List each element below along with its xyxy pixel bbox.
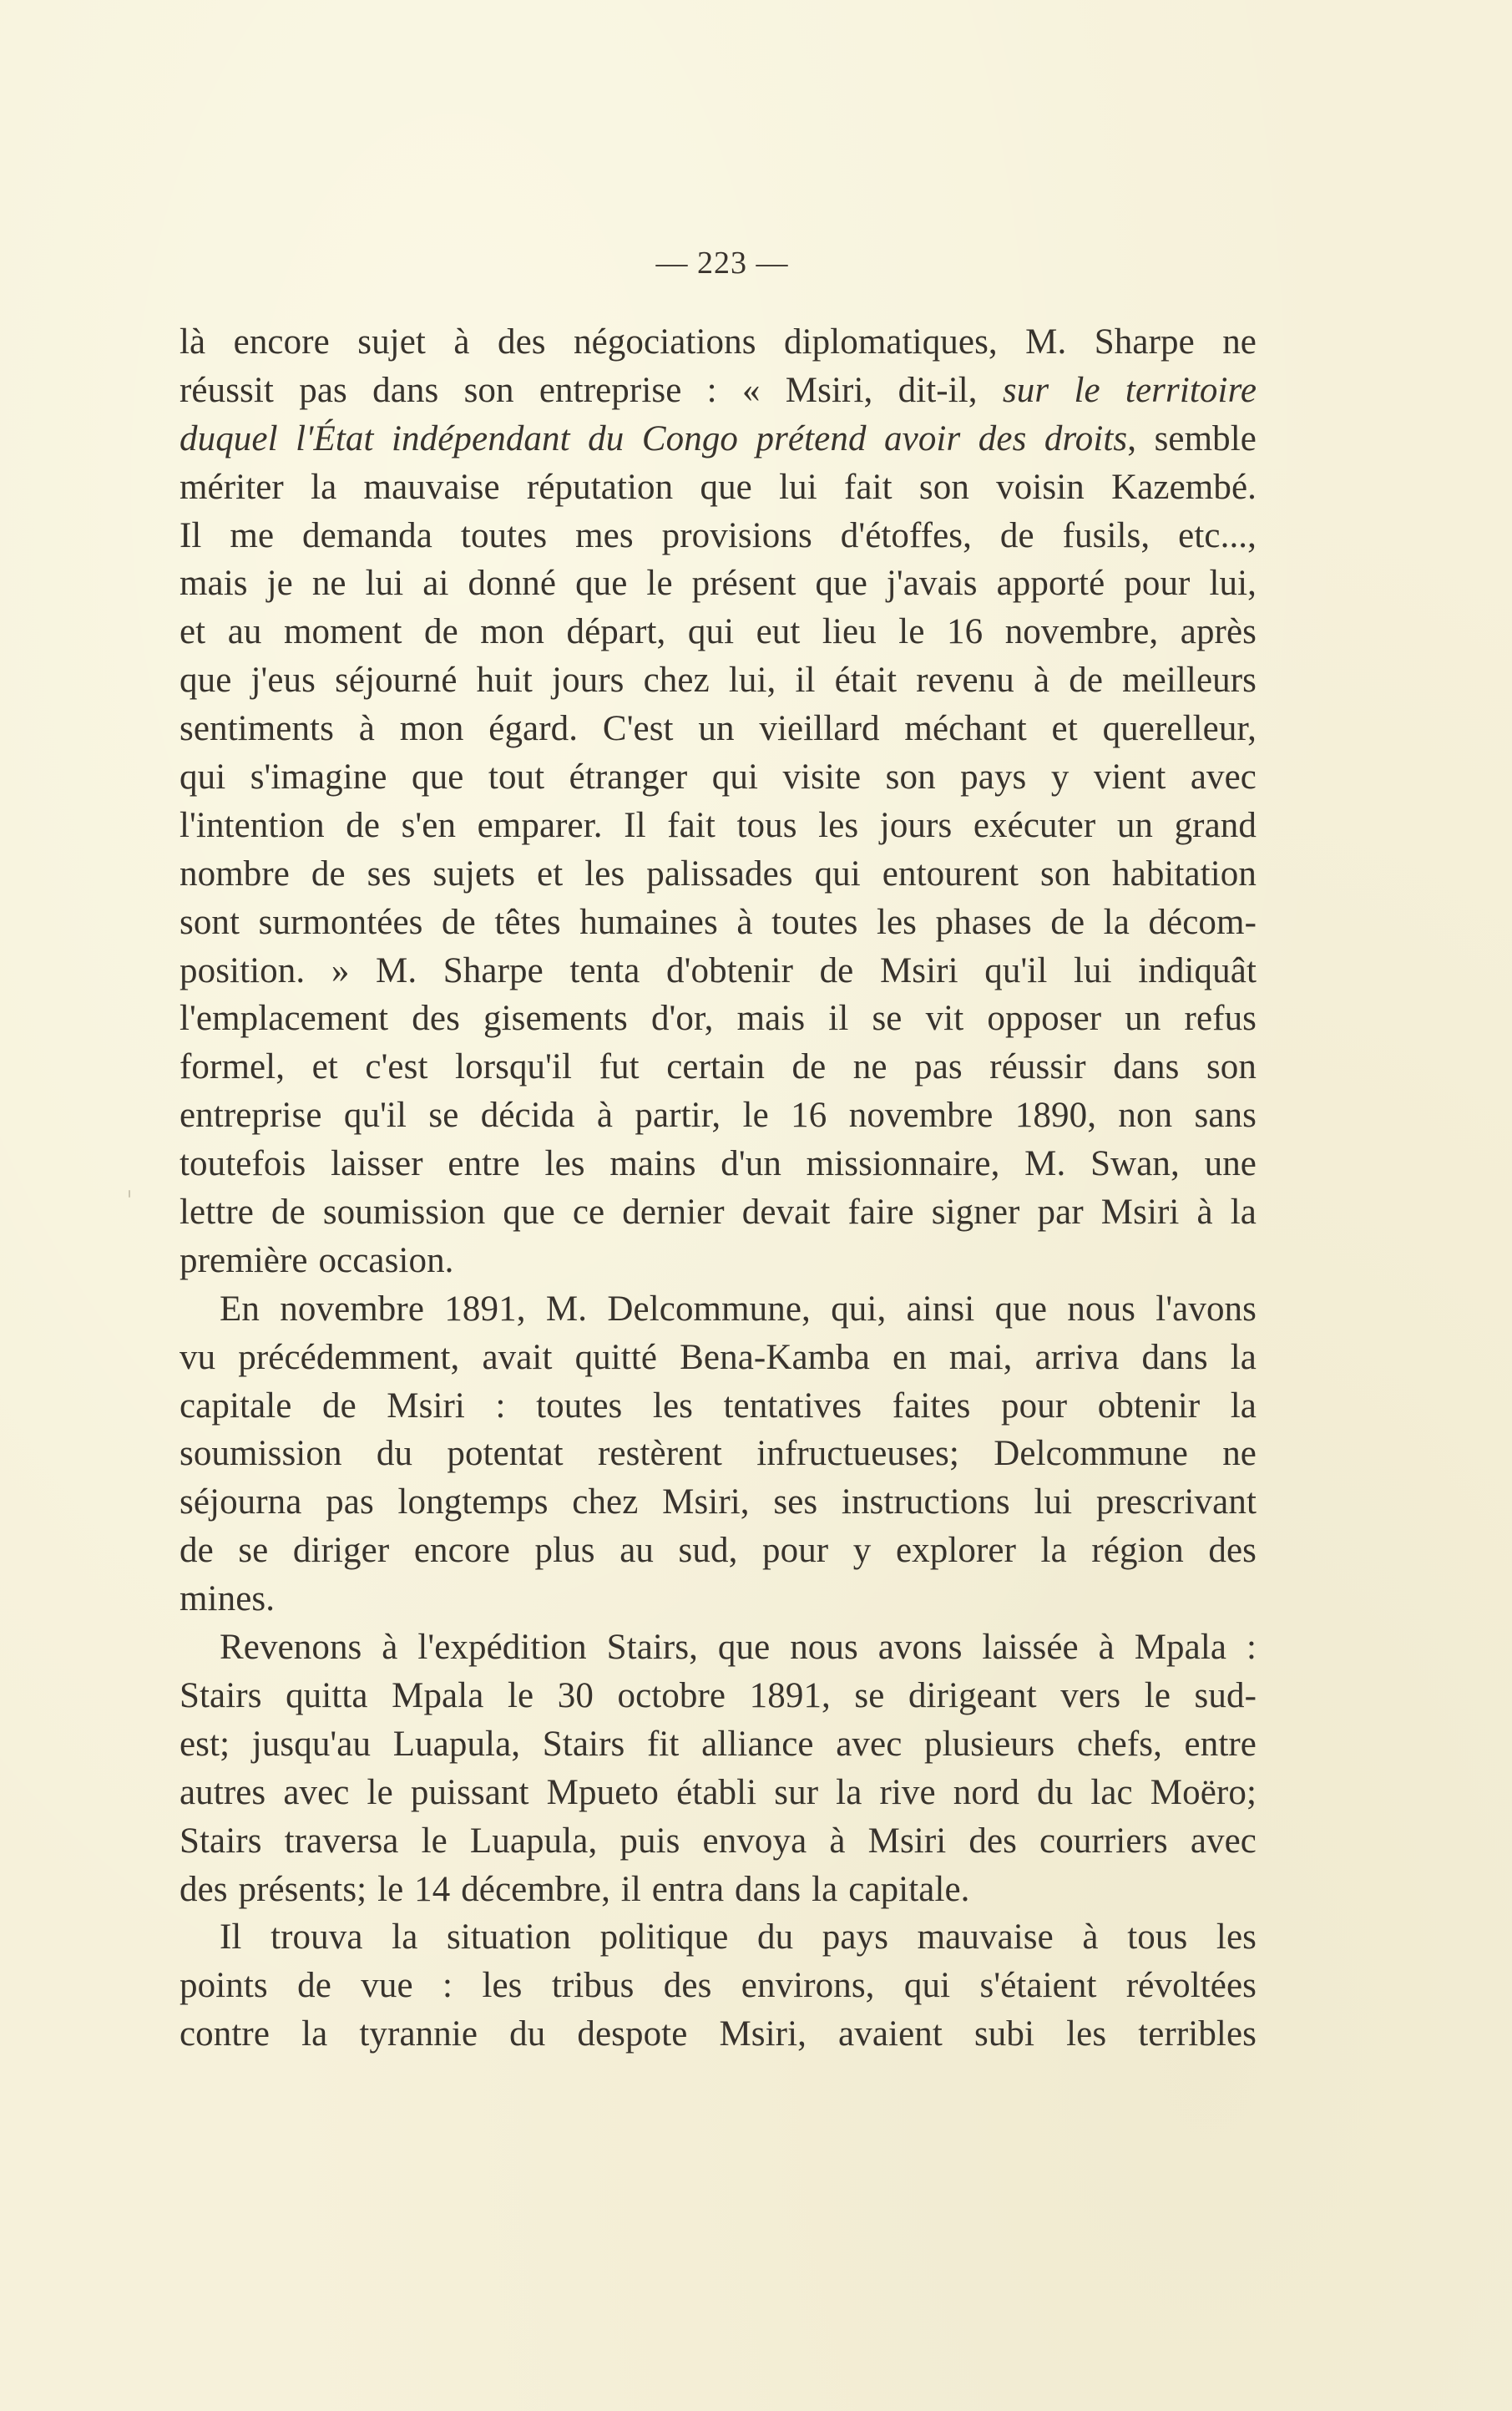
text-line [180,415,1257,463]
paragraph-first-line: En novembre 1891, M. Delcommune, qui, ainsi que nous l'avons [220,1289,1257,1329]
text-line: position. » M. Sharpe tenta d'obtenir de Msiri qu'il lui indiquât [180,950,1257,990]
text-line: soumission du potentat restèrent infructueuses; Delcommune ne [180,1434,1257,1474]
paragraph-first-line: Revenons à l'expédition Stairs, que nous avons laissée à Mpala : [220,1628,1257,1668]
text-line [180,367,1257,415]
text-line: mais je ne lui ai donné que le présent que j'avais apporté pour lui, [180,564,1257,604]
text-line: là encore sujet à des négociations diplomatiques, M. Sharpe ne [180,322,1257,362]
text-line: qui s'imagine que tout étranger qui visite son pays y vient avec [180,757,1257,798]
text-line: vu précédemment, avait quitté Bena-Kamba en mai, arriva dans la [180,1337,1257,1377]
text-line: Il me demanda toutes mes provisions d'étoffes, de fusils, etc..., [180,515,1257,555]
text-line: Stairs quitta Mpala le 30 octobre 1891, se dirigeant vers le sud- [180,1675,1257,1715]
text-line: des présents; le 14 décembre, il entra dans la capitale. [180,1869,970,1909]
text-segment: , semble [1127,418,1257,458]
text-segment: réussit pas dans son entreprise : « Msiri, dit-il, [180,370,1003,410]
text-line: de se diriger encore plus au sud, pour y explorer la région des [180,1531,1257,1571]
text-line: entreprise qu'il se décida à partir, le 16 novembre 1890, non sans [180,1096,1257,1136]
paragraph-first-line: Il trouva la situation politique du pays mauvaise à tous les [220,1917,1257,1958]
italic-quote: duquel l'État indépendant du Congo prétend avoir des droits [180,418,1128,458]
italic-quote: sur le territoire [1002,370,1257,410]
text-line: formel, et c'est lorsqu'il fut certain de ne pas réussir dans son [180,1047,1257,1087]
text-line: autres avec le puissant Mpueto établi sur la rive nord du lac Moëro; [180,1772,1257,1812]
text-line: contre la tyrannie du despote Msiri, avaient subi les terribles [180,2014,1257,2054]
text-line: sentiments à mon égard. C'est un vieillard méchant et querelleur, [180,709,1257,749]
text-line: que j'eus séjourné huit jours chez lui, il était revenu à de meilleurs [180,661,1257,701]
text-line: mines. [180,1579,276,1619]
text-line: est; jusqu'au Luapula, Stairs fit alliance avec plusieurs chefs, entre [180,1724,1257,1764]
text-line: toutefois laisser entre les mains d'un missionnaire, M. Swan, une [180,1144,1257,1184]
text-line: sont surmontées de têtes humaines à toutes les phases de la décom- [180,902,1257,942]
text-line: capitale de Msiri : toutes les tentatives faites pour obtenir la [180,1385,1257,1426]
page-number: — 223 — [655,246,789,281]
body-text [180,318,1257,2059]
text-line: séjourna pas longtemps chez Msiri, ses instructions lui prescrivant [180,1482,1257,1522]
paper-speck [129,1190,130,1198]
text-line: l'intention de s'en emparer. Il fait tous les jours exécuter un grand [180,805,1257,845]
text-line: l'emplacement des gisements d'or, mais il se vit opposer un refus [180,999,1257,1039]
text-line: mériter la mauvaise réputation que lui fait son voisin Kazembé. [180,467,1257,507]
text-line: et au moment de mon départ, qui eut lieu le 16 novembre, après [180,612,1257,652]
text-line: première occasion. [180,1240,454,1280]
text-line: lettre de soumission que ce dernier devait faire signer par Msiri à la [180,1193,1257,1233]
text-line: Stairs traversa le Luapula, puis envoya à Msiri des courriers avec [180,1821,1257,1861]
text-line: points de vue : les tribus des environs, qui s'étaient révoltées [180,1966,1257,2006]
text-line: nombre de ses sujets et les palissades qui entourent son habitation [180,853,1257,894]
